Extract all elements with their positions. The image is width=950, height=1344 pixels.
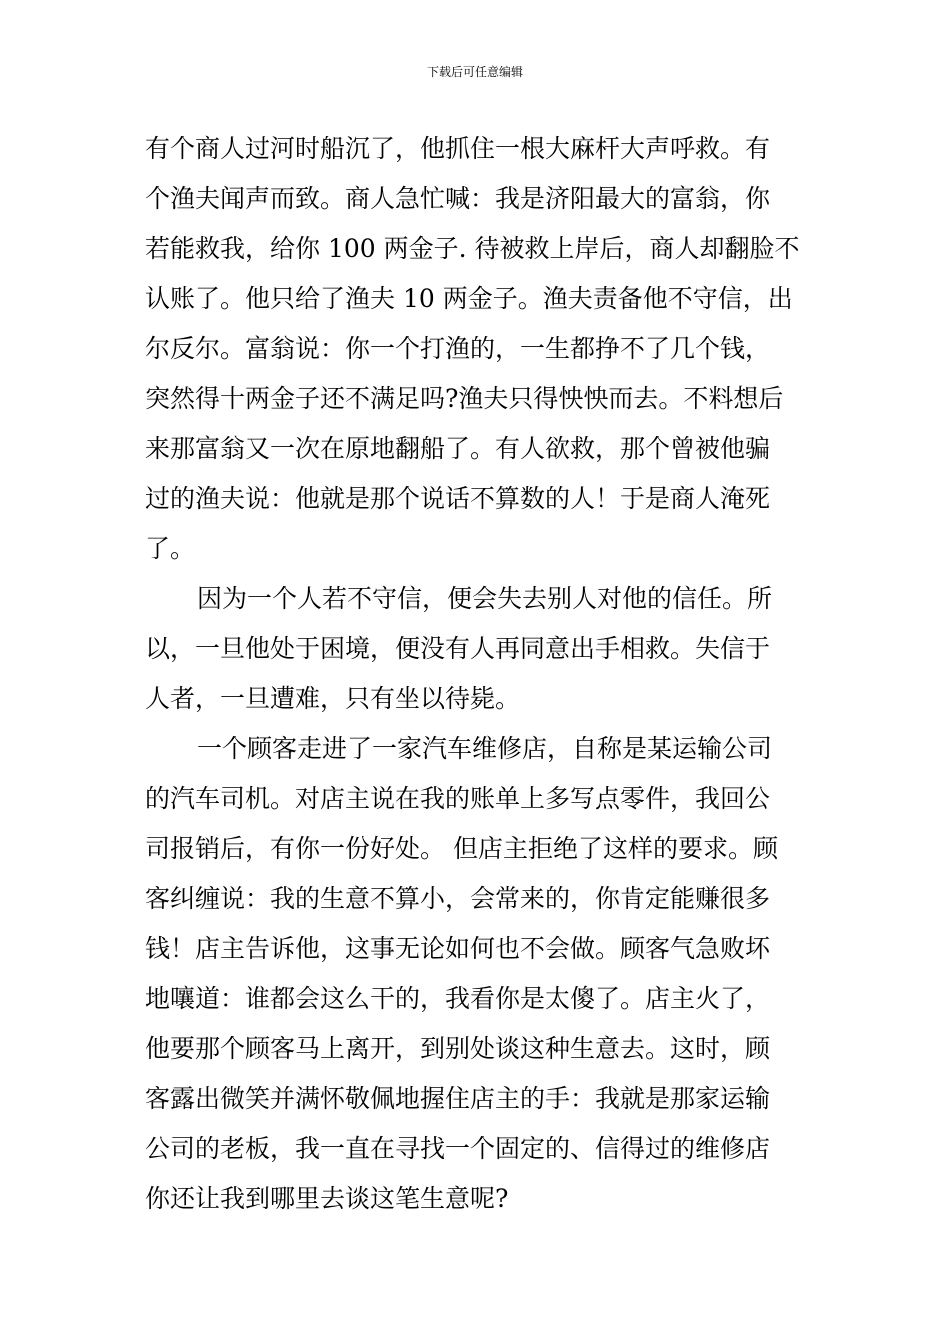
text-line: 的汽车司机。对店主说在我的账单上多写点零件，我回公 — [145, 784, 771, 813]
text-line: 客纠缠说：我的生意不算小，会常来的，你肯定能赚很多 — [145, 884, 771, 913]
text-line: 突然得十两金子还不满足吗?渔夫只得怏怏而去。不料想后 — [145, 384, 784, 413]
text-line: 过的渔夫说：他就是那个说话不算数的人！于是商人淹死 — [145, 484, 771, 513]
text-line: 人者，一旦遭难，只有坐以待毙。 — [145, 684, 521, 713]
text-line: 来那富翁又一次在原地翻船了。有人欲救，那个曾被他骗 — [145, 434, 771, 463]
text-line: 有个商人过河时船沉了，他抓住一根大麻杆大声呼救。有 — [145, 134, 771, 163]
text-line: 钱！店主告诉他，这事无论如何也不会做。顾客气急败坏 — [145, 934, 771, 963]
page-header: 下载后可任意编辑 — [426, 65, 523, 79]
text-line: 司报销后，有你一份好处。 但店主拒绝了这样的要求。顾 — [145, 834, 778, 863]
text-line: 尔反尔。富翁说：你一个打渔的，一生都挣不了几个钱， — [145, 334, 771, 363]
text-line: 了。 — [145, 534, 196, 563]
text-line: 认账了。他只给了渔夫 10 两金子。渔夫责备他不守信，出 — [145, 284, 793, 313]
text-line: 一个顾客走进了一家汽车维修店，自称是某运输公司 — [197, 734, 773, 763]
text-line: 个渔夫闻声而致。商人急忙喊：我是济阳最大的富翁，你 — [145, 184, 771, 213]
text-line: 客露出微笑并满怀敬佩地握住店主的手：我就是那家运输 — [145, 1084, 771, 1113]
text-line: 因为一个人若不守信，便会失去别人对他的信任。所 — [197, 584, 773, 613]
text-line: 他要那个顾客马上离开，到别处谈这种生意去。这时，顾 — [145, 1034, 771, 1063]
text-line: 地嚷道：谁都会这么干的，我看你是太傻了。店主火了， — [145, 984, 771, 1013]
text-line: 以，一旦他处于困境，便没有人再同意出手相救。失信于 — [145, 634, 771, 663]
text-line: 公司的老板，我一直在寻找一个固定的、信得过的维修店 — [145, 1134, 771, 1163]
text-line: 你还让我到哪里去谈这笔生意呢? — [145, 1184, 509, 1213]
text-line: 若能救我，给你 100 两金子. 待被救上岸后，商人却翻脸不 — [145, 234, 800, 263]
